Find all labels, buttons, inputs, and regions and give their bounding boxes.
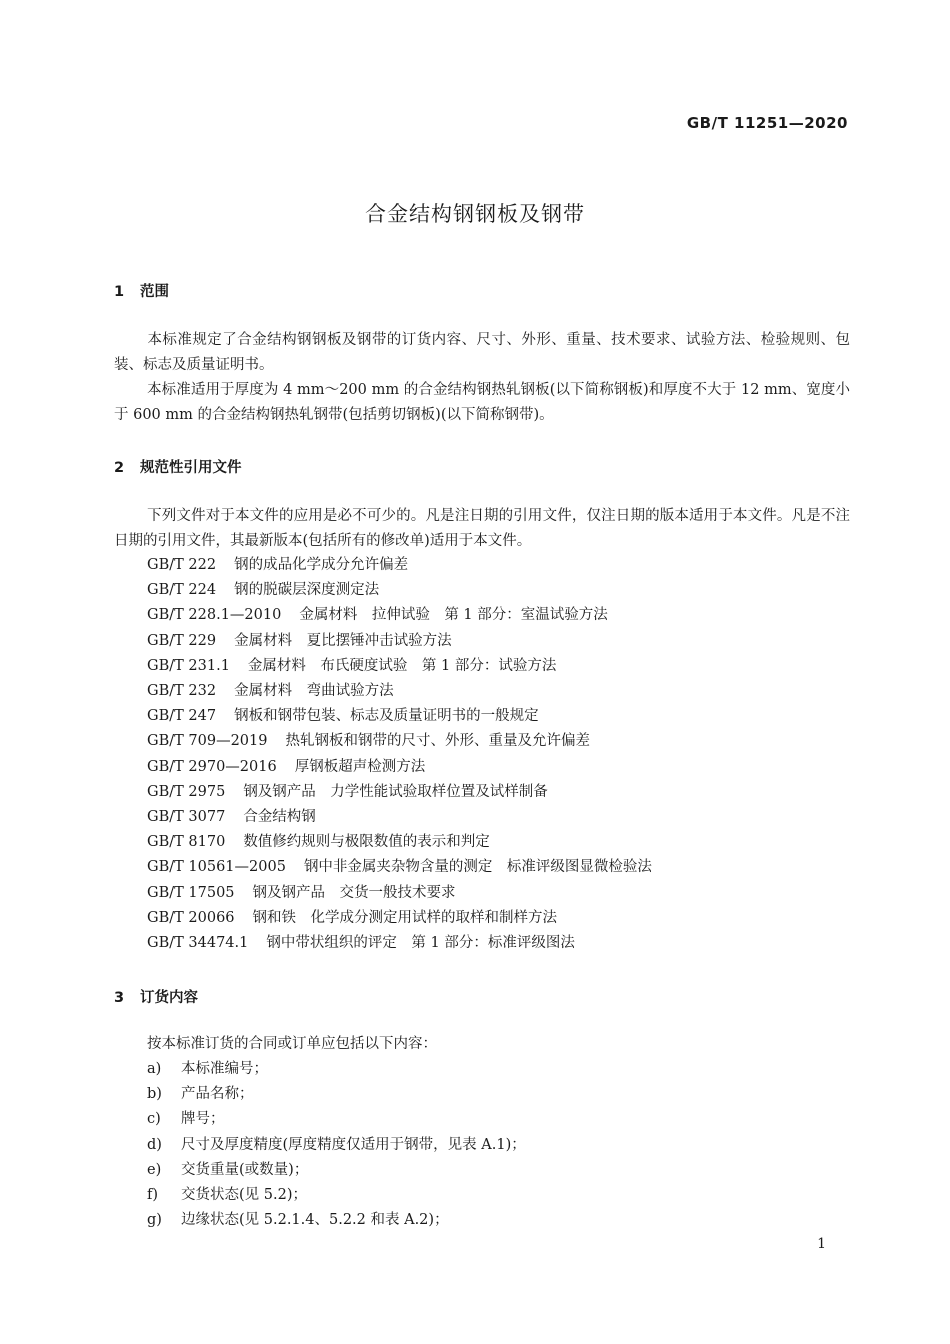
reference-code: GB/T 228.1—2010	[147, 607, 282, 624]
list-marker: c)	[147, 1111, 161, 1128]
section-title: 范围	[140, 284, 169, 300]
reference-item	[147, 755, 652, 780]
reference-item	[147, 931, 652, 956]
reference-title: 钢和铁 化学成分测定用试样的取样和制样方法	[252, 909, 558, 926]
list-item	[147, 1158, 526, 1183]
reference-code: GB/T 229	[147, 632, 217, 649]
list-text: 牌号；	[181, 1111, 225, 1128]
reference-title: 钢的成品化学成分允许偏差	[234, 557, 409, 573]
reference-code: GB/T 2975	[147, 783, 226, 800]
document-title: 合金结构钢钢板及钢带	[365, 202, 585, 226]
section-3-intro: 按本标准订货的合同或订单应包括以下内容：	[147, 1036, 437, 1052]
reference-code: GB/T 3077	[147, 809, 226, 826]
reference-item	[147, 830, 652, 855]
order-content-list	[147, 1057, 526, 1233]
reference-item	[147, 603, 652, 628]
list-text: 交货状态(见 5.2)；	[181, 1187, 307, 1204]
reference-code: GB/T 224	[147, 582, 217, 599]
reference-title: 热轧钢板和钢带的尺寸、外形、重量及允许偏差	[285, 733, 590, 750]
list-text: 交货重量(或数量)；	[181, 1161, 309, 1178]
reference-item	[147, 881, 652, 906]
reference-title: 钢的脱碳层深度测定法	[234, 582, 380, 599]
reference-item	[147, 704, 652, 729]
reference-item	[147, 805, 652, 830]
reference-title: 钢及钢产品 力学性能试验取样位置及试样制备	[243, 783, 548, 800]
list-marker: e)	[147, 1161, 162, 1178]
section-1-heading	[114, 280, 169, 301]
list-item	[147, 1183, 526, 1208]
list-marker: b)	[147, 1086, 162, 1103]
reference-item	[147, 906, 652, 931]
reference-code: GB/T 8170	[147, 834, 226, 851]
reference-title: 合金结构钢	[243, 809, 316, 826]
reference-item	[147, 654, 652, 679]
list-item	[147, 1082, 526, 1107]
section-2-intro: 下列文件对于本文件的应用是必不可少的。凡是注日期的引用文件，仅注日期的版本适用于本文件。凡是不注日期的引用文件，其最新版本(包括所有的修改单)适用于本文件。	[114, 508, 850, 549]
reference-code: GB/T 231.1	[147, 657, 230, 674]
reference-code: GB/T 34474.1	[147, 935, 249, 952]
reference-code: GB/T 247	[147, 708, 217, 725]
reference-item	[147, 553, 652, 578]
reference-code: GB/T 222	[147, 557, 217, 573]
list-marker: a)	[147, 1061, 162, 1077]
standard-number: GB/T 11251—2020	[686, 114, 848, 132]
reference-item	[147, 855, 652, 880]
reference-item	[147, 578, 652, 603]
list-item	[147, 1057, 526, 1082]
reference-title: 钢及钢产品 交货一般技术要求	[252, 884, 456, 901]
list-text: 本标准编号；	[181, 1061, 268, 1077]
list-item	[147, 1133, 526, 1158]
section-3-heading	[114, 986, 198, 1007]
section-number: 2	[114, 460, 125, 476]
reference-title: 金属材料 布氏硬度试验 第 1 部分：试验方法	[247, 657, 557, 674]
list-item	[147, 1107, 526, 1132]
reference-code: GB/T 709—2019	[147, 733, 268, 750]
list-text: 边缘状态(见 5.2.1.4、5.2.2 和表 A.2)；	[181, 1212, 449, 1229]
list-text: 尺寸及厚度精度(厚度精度仅适用于钢带，见表 A.1)；	[181, 1136, 526, 1153]
list-marker: d)	[147, 1136, 162, 1153]
reference-title: 钢中带状组织的评定 第 1 部分：标准评级图法	[266, 935, 575, 952]
reference-title: 钢板和钢带包装、标志及质量证明书的一般规定	[234, 708, 539, 725]
page-number: 1	[817, 1236, 826, 1252]
list-text: 产品名称；	[181, 1086, 254, 1103]
reference-code: GB/T 2970—2016	[147, 758, 277, 775]
list-marker: g)	[147, 1212, 162, 1229]
section-number: 3	[114, 990, 125, 1006]
reference-title: 数值修约规则与极限数值的表示和判定	[243, 834, 490, 851]
section-1-paragraph-2: 本标准适用于厚度为 4 mm～200 mm 的合金结构钢热轧钢板(以下简称钢板)和厚度不大于 12 mm、宽度小于 600 mm 的合金结构钢热轧钢带(包括剪切钢板)(以下简称钢带)。	[114, 382, 850, 423]
reference-code: GB/T 10561—2005	[147, 859, 286, 876]
reference-item	[147, 679, 652, 704]
reference-code: GB/T 232	[147, 683, 217, 700]
reference-title: 金属材料 夏比摆锤冲击试验方法	[234, 632, 452, 649]
list-marker: f)	[147, 1187, 159, 1204]
section-2-heading	[114, 456, 242, 477]
section-title: 订货内容	[140, 990, 198, 1006]
reference-title: 钢中非金属夹杂物含量的测定 标准评级图显微检验法	[303, 859, 652, 876]
section-1-paragraph-1: 本标准规定了合金结构钢钢板及钢带的订货内容、尺寸、外形、重量、技术要求、试验方法、检验规则、包装、标志及质量证明书。	[114, 332, 850, 373]
reference-title: 金属材料 弯曲试验方法	[234, 683, 394, 700]
reference-title: 厚钢板超声检测方法	[294, 758, 426, 775]
reference-code: GB/T 17505	[147, 884, 235, 901]
reference-list	[147, 553, 652, 956]
reference-item	[147, 729, 652, 754]
list-item	[147, 1208, 526, 1233]
reference-code: GB/T 20066	[147, 909, 235, 926]
section-title: 规范性引用文件	[140, 460, 242, 476]
reference-item	[147, 780, 652, 805]
reference-item	[147, 629, 652, 654]
reference-title: 金属材料 拉伸试验 第 1 部分：室温试验方法	[299, 607, 608, 624]
section-number: 1	[114, 284, 125, 300]
